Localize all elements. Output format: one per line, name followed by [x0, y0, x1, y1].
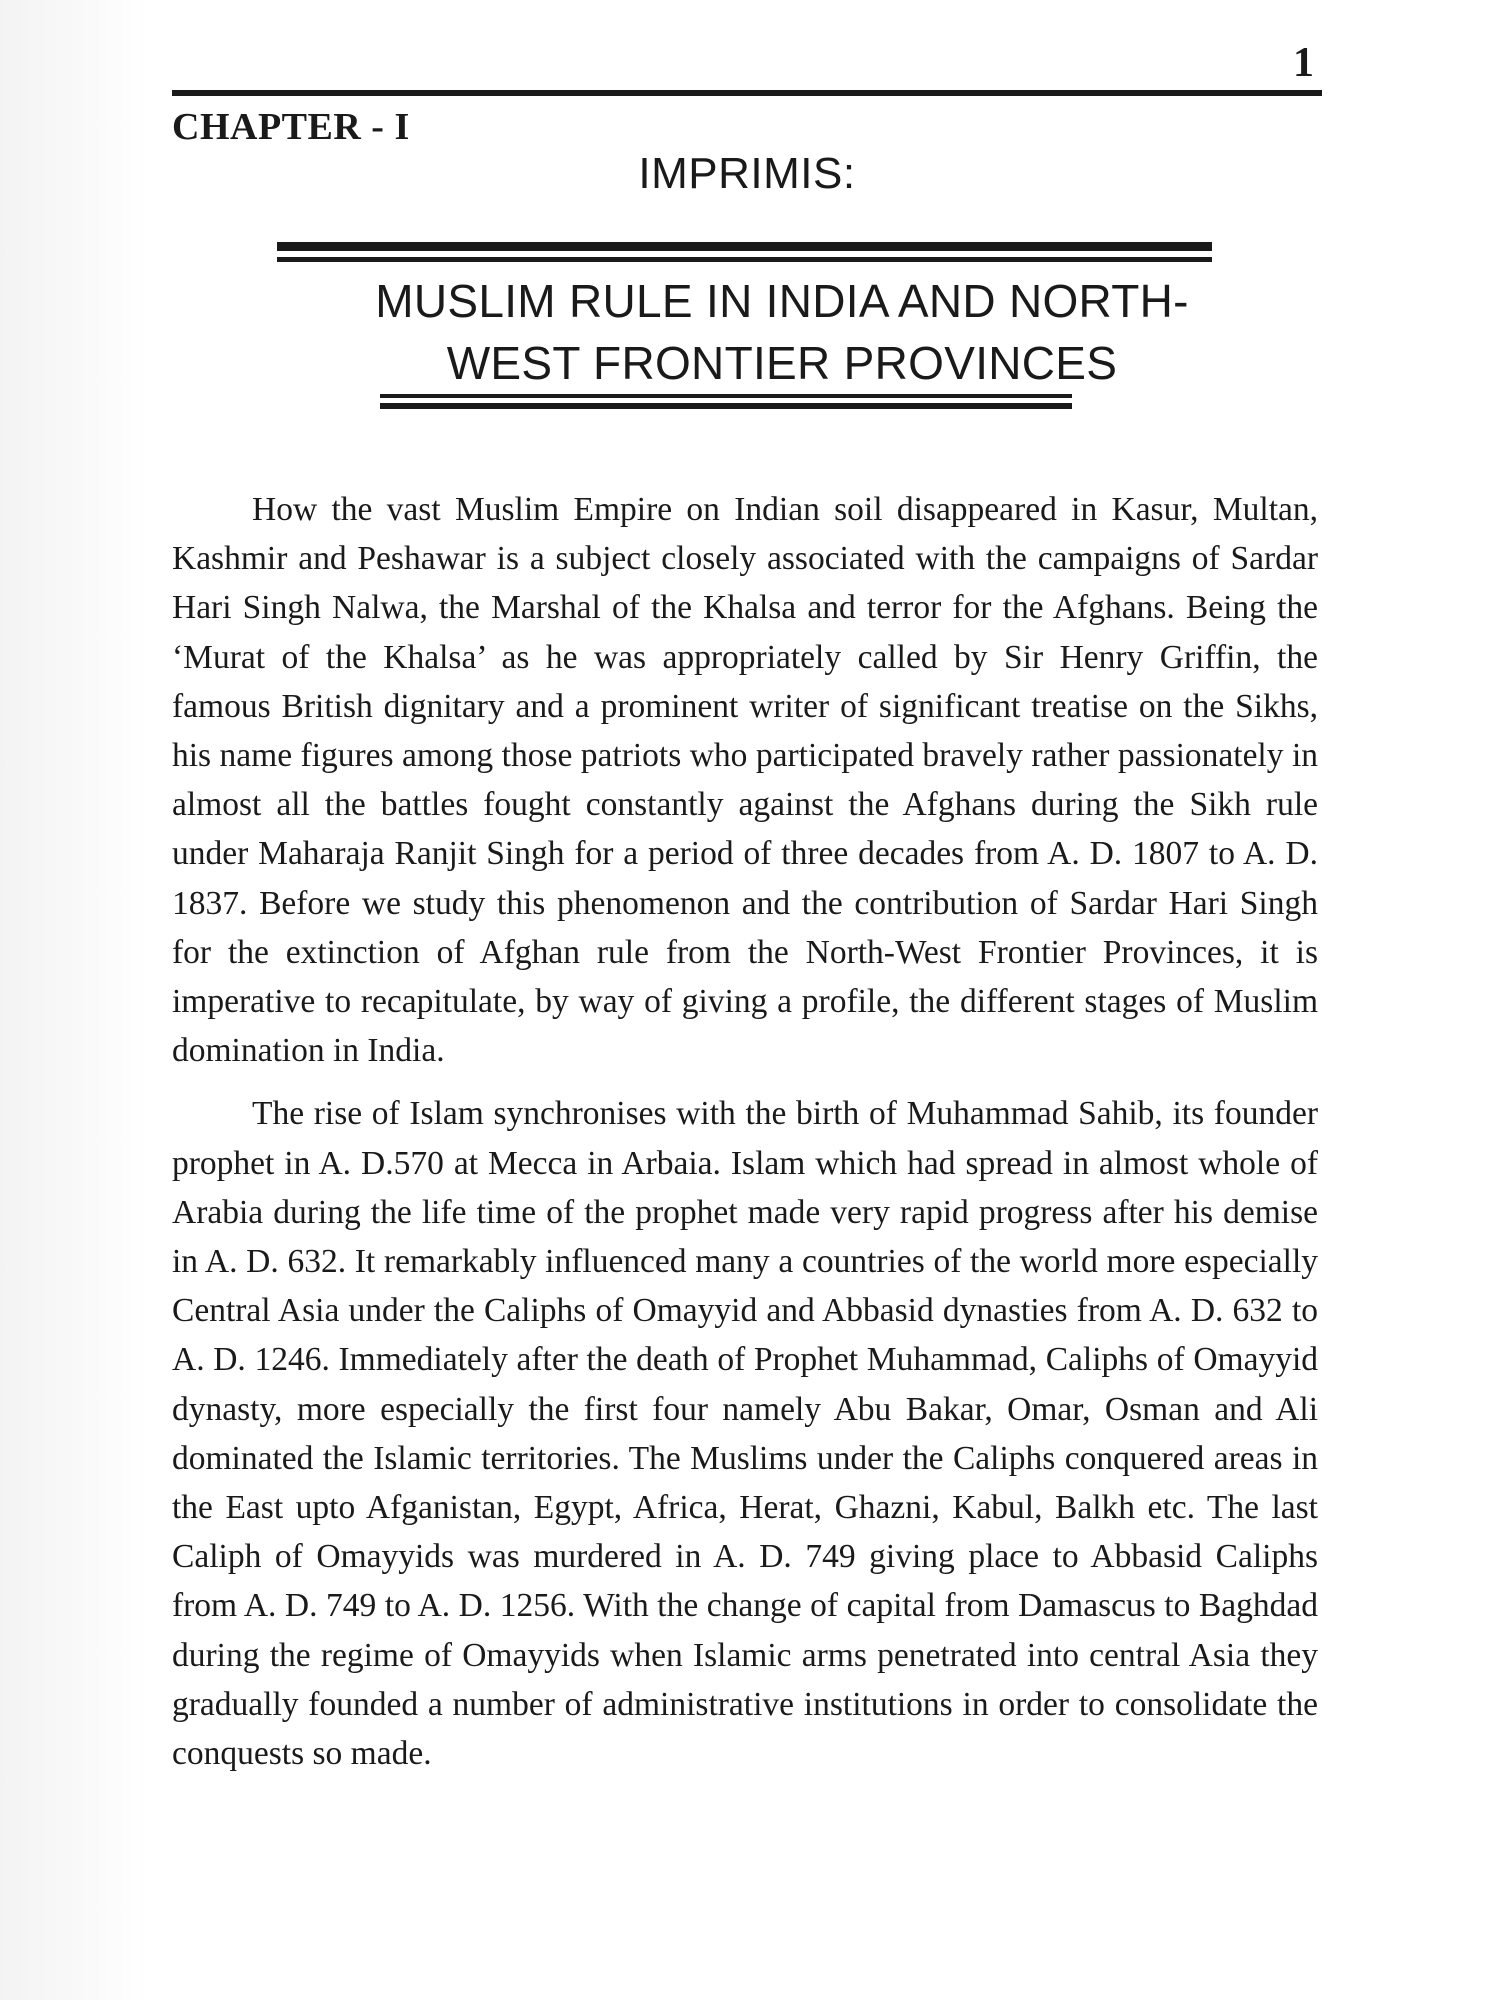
- title-top-rule-thin: [277, 257, 1212, 262]
- title-bottom-rule-thick: [380, 403, 1072, 409]
- page-number: 1: [1293, 40, 1314, 86]
- title-bottom-rule-thin: [380, 394, 1072, 398]
- title-top-rule: [277, 242, 1212, 264]
- chapter-title-line-2: WEST FRONTIER PROVINCES: [446, 337, 1118, 389]
- paragraph-1: How the vast Muslim Empire on Indian soil disappeared in Kasur, Multan, Kashmir and Peshawar is a subject closely associated with the campaigns of Sardar Hari Singh Nalwa, the Marshal of the Khalsa and terror for the Afghans. Being the ‘Murat of the Khalsa’ as he was appropriately called by Sir Henry Griffin, the famous British dignitary and a prominent writer of significant treatise on the Sikhs, his name figures among those patriots who participated bravely rather passionately in almost all the battles fought constantly against the Afghans during the Sikh rule under Maharaja Ranjit Singh for a period of three decades from A. D. 1807 to A. D. 1837. Before we study this phenomenon and the contribution of Sardar Hari Singh for the extinction of Afghan rule from the North-West Frontier Provinces, it is imperative to recapitulate, by way of giving a profile, the different stages of Muslim domination in India.: [172, 491, 1318, 1070]
- scan-margin-shadow: [0, 0, 150, 2000]
- chapter-title-line-1: MUSLIM RULE IN INDIA AND NORTH-: [375, 275, 1189, 327]
- book-page: [172, 30, 1322, 1980]
- header-rule: [172, 90, 1322, 96]
- paragraph-2: The rise of Islam synchronises with the birth of Muhammad Sahib, its founder prophet in A. D.570 at Mecca in Arbaia. Islam which had spread in almost whole of Arabia during the life time of the prophet made very rapid progress after his demise in A. D. 632. It remarkably influenced many a countries of the world more especially Central Asia under the Caliphs of Omayyid and Abbasid dynasties from A. D. 632 to A. D. 1246. Immediately after the death of Prophet Muhammad, Caliphs of Omayyid dynasty, more especially the first four namely Abu Bakar, Omar, Osman and Ali dominated the Islamic territories. The Muslims under the Caliphs conquered areas in the East upto Afganistan, Egypt, Africa, Herat, Ghazni, Kabul, Balkh etc. The last Caliph of Omayyids was murdered in A. D. 749 giving place to Abbasid Caliphs from A. D. 749 to A. D. 1256. With the change of capital from Damascus to Baghdad during the regime of Omayyids when Islamic arms penetrated into central Asia they gradually founded a number of administrative institutions in order to consolidate the conquests so made.: [172, 1095, 1318, 1773]
- body-text: [172, 485, 1318, 1778]
- chapter-title: [172, 270, 1322, 394]
- chapter-label: CHAPTER - I: [172, 106, 410, 148]
- title-top-rule-thick: [277, 242, 1212, 251]
- section-title: IMPRIMIS:: [638, 149, 856, 198]
